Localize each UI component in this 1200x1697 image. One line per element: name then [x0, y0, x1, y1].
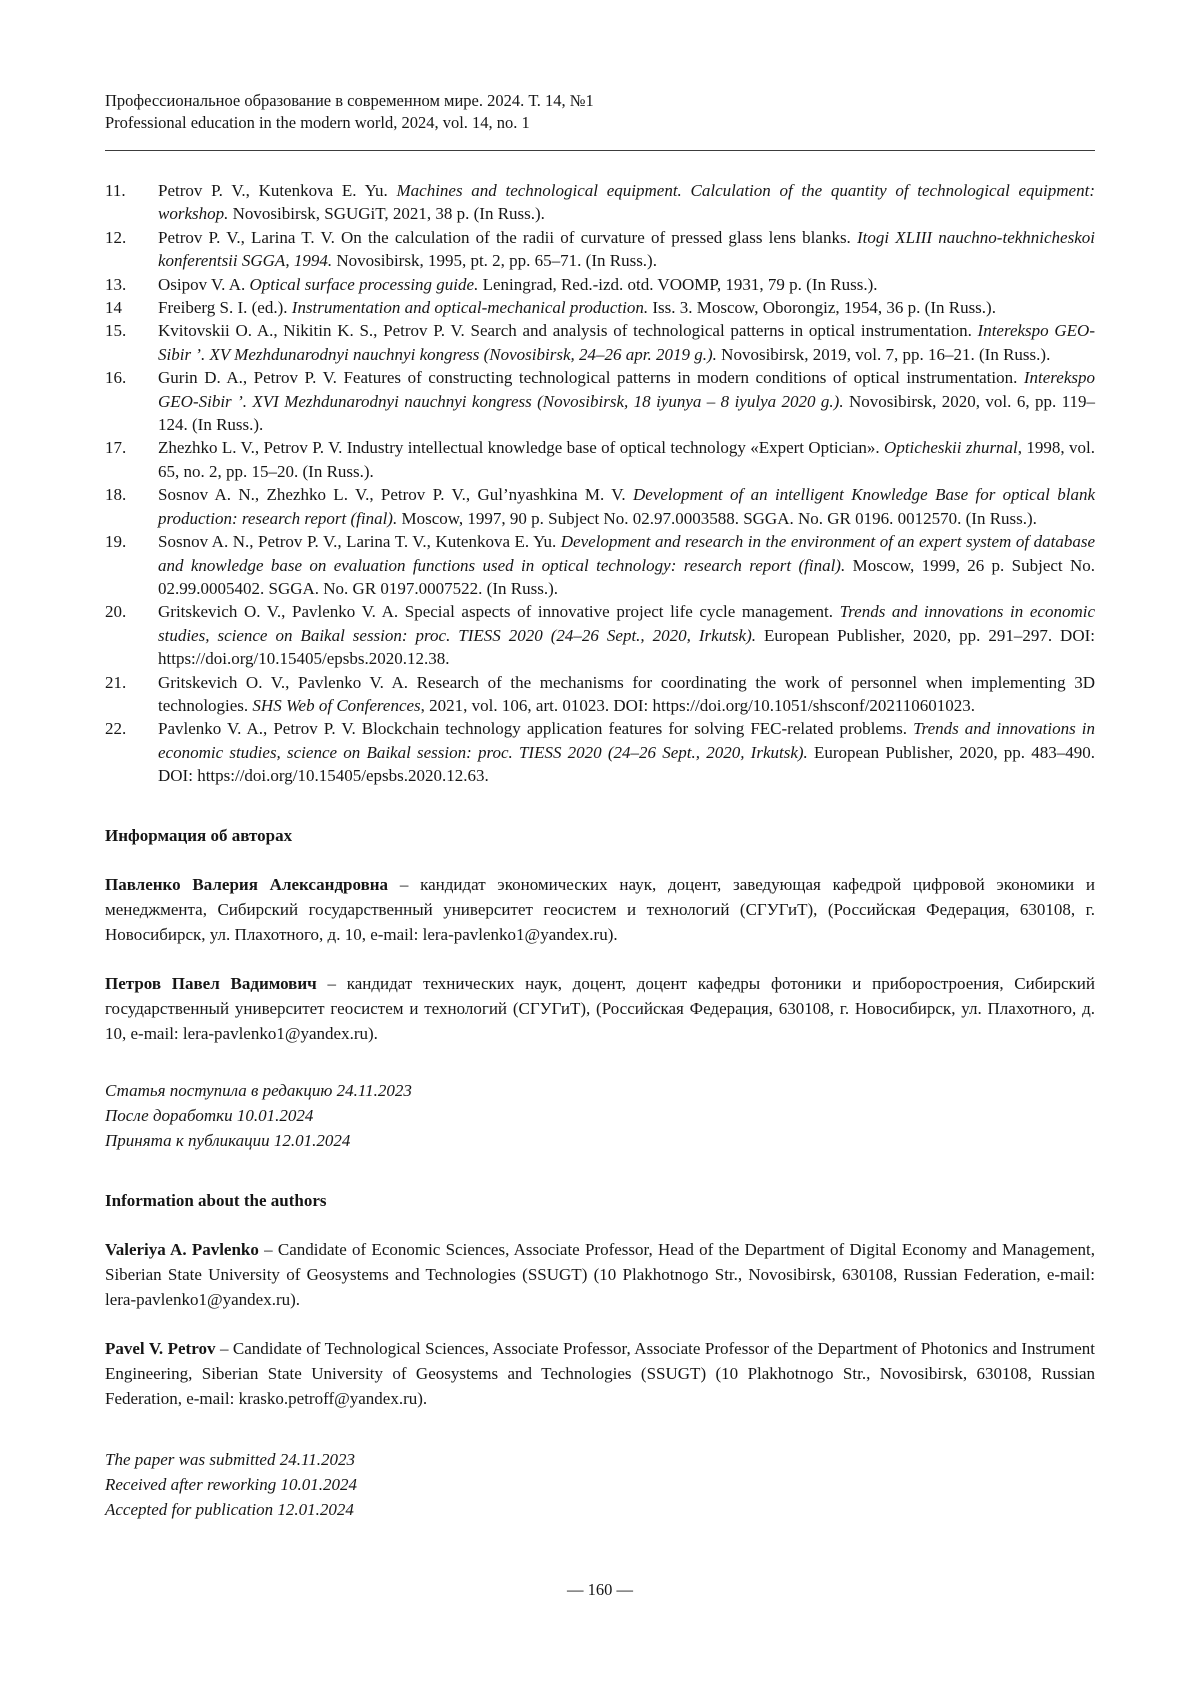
reference-text: Kvitovskii O. A., Nikitin K. S., Petrov P. V. Search and analysis of technological patterns in optical instrumentation. Interekspo GEO-Sibir ’. XV Mezhdunarodnyi nauchnyi kongress (Novosibirsk, 24–26 apr. 2019 g.). Novosibirsk, 2019, vol. 7, pp. 16–21. (In Russ.). — [158, 321, 1095, 364]
author-ru-pavlenko: Павленко Валерия Александровна – кандидат экономических наук, доцент, заведующая кафедрой цифровой экономики и менеджмента, Сибирский государственный университет геосистем и технологий (СГУГиТ), (Российская Федерация, 630108, г. Новосибирск, ул. Плахотного, д. 10, e-mail: lera-pavlenko1@yandex.ru). — [105, 874, 1095, 944]
date-en-accepted: Accepted for publication 12.01.2024 — [105, 1499, 354, 1519]
references-list — [105, 179, 1095, 788]
reference-text: Osipov V. A. Optical surface processing guide. Leningrad, Red.-izd. otd. VOOMP, 1931, 79 p. (In Russ.). — [158, 274, 878, 294]
journal-header — [105, 90, 1095, 134]
author-en-petrov: Pavel V. Petrov – Candidate of Technological Sciences, Associate Professor, Associate Professor of the Department of Photonics and Instrument Engineering, Siberian State University of Geosystems and Technologies (SSUGT) (10 Plakhotnogo Str., Novosibirsk, 630108, Russian Federation, e-mail: krasko.petroff@yandex.ru). — [105, 1338, 1096, 1408]
reference-number: 19. — [105, 532, 127, 552]
reference-text: Gritskevich O. V., Pavlenko V. A. Research of the mechanisms for coordinating the work of personnel when implementing 3D technologies. SHS Web of Conferences, 2021, vol. 106, art. 01023. DOI: https://doi.org/10.1051/shsconf/202110601023. — [158, 672, 1095, 715]
authors-ru-heading: Информация об авторах — [105, 825, 293, 845]
reference-text: Zhezhko L. V., Petrov P. V. Industry intellectual knowledge base of optical technology «Expert Optician». Opticheskii zhurnal, 1998, vol. 65, no. 2, pp. 15–20. (In Russ.). — [158, 438, 1095, 481]
reference-text: Petrov P. V., Larina T. V. On the calculation of the radii of curvature of pressed glass lens blanks. Itogi XLIII nauchno-tekhnicheskoi konferentsii SGGA, 1994. Novosibirsk, 1995, pt. 2, pp. 65–71. (In Russ.). — [158, 227, 1095, 271]
reference-number: 17. — [105, 438, 127, 458]
reference-item — [105, 436, 1095, 483]
reference-number: 11. — [105, 181, 126, 200]
reference-number: 15. — [105, 321, 127, 341]
reference-number: 18. — [105, 485, 127, 505]
date-ru-reworked: После доработки 10.01.2024 — [105, 1105, 314, 1125]
reference-item — [105, 226, 1095, 273]
date-en-submitted: The paper was submitted 24.11.2023 — [105, 1449, 355, 1469]
reference-item — [105, 273, 1095, 296]
reference-item — [105, 179, 1095, 226]
author-en-pavlenko: Valeriya A. Pavlenko – Candidate of Economic Sciences, Associate Professor, Head of the Department of Digital Economy and Management, Siberian State University of Geosystems and Technologies (SSUGT) (10 Plakhotnogo Str., Novosibirsk, 630108, Russian Federation, e-mail: lera-pavlenko1@yandex.ru). — [105, 1239, 1095, 1309]
reference-item — [105, 717, 1095, 787]
reference-number: 20. — [105, 602, 127, 622]
reference-text: Gritskevich O. V., Pavlenko V. A. Special aspects of innovative project life cycle management. Trends and innovations in economic studies, science on Baikal session: proc. TIESS 2020 (24–26 Sept., 2020, Irkutsk). European Publisher, 2020, pp. 291–297. DOI: https://doi.org/10.15405/epsbs.2020.12.38. — [158, 602, 1095, 669]
reference-number: 13. — [105, 274, 127, 294]
journal-title-en: Professional education in the modern world, 2024, vol. 14, no. 1 — [105, 113, 530, 132]
reference-text: Sosnov A. N., Petrov P. V., Larina T. V., Kutenkova E. Yu. Development and research in the environment of an expert system of database and knowledge base on evaluation functions used in optical technology: research report (final). Moscow, 1999, 26 p. Subject No. 02.99.0005402. SGGA. No. GR 0197.0007522. (In Russ.). — [158, 532, 1095, 598]
reference-text: Freiberg S. I. (ed.). Instrumentation and optical-mechanical production. Iss. 3. Moscow, Oborongiz, 1954, 36 p. (In Russ.). — [158, 298, 996, 318]
reference-text: Pavlenko V. A., Petrov P. V. Blockchain technology application features for solving FEC-related problems. Trends and innovations in economic studies, science on Baikal session: proc. TIESS 2020 (24–26 Sept., 2020, Irkutsk). European Publisher, 2020, pp. 483–490. DOI: https://doi.org/10.15405/epsbs.2020.12.63. — [158, 719, 1095, 786]
authors-en-heading: Information about the authors — [105, 1190, 327, 1210]
dates-en — [105, 1447, 1095, 1522]
date-en-reworked: Received after reworking 10.01.2024 — [105, 1474, 357, 1494]
reference-item — [105, 600, 1095, 670]
reference-number: 16. — [105, 368, 127, 388]
reference-item — [105, 296, 1095, 319]
reference-item — [105, 366, 1095, 436]
reference-text: Sosnov A. N., Zhezhko L. V., Petrov P. V., Gul’nyashkina M. V. Development of an intelligent Knowledge Base for optical blank production: research report (final). Moscow, 1997, 90 p. Subject No. 02.97.0003588. SGGA. No. GR 0196. 0012570. (In Russ.). — [158, 485, 1095, 528]
author-ru-petrov: Петров Павел Вадимович – кандидат технических наук, доцент, доцент кафедры фотоники и приборостроения, Сибирский государственный университет геосистем и технологий (СГУГиТ), (Российская Федерация, 630108, г. Новосибирск, ул. Плахотного, д. 10, e-mail: lera-pavlenko1@yandex.ru). — [105, 973, 1095, 1043]
page-number: — 160 — — [567, 1579, 633, 1599]
reference-item — [105, 671, 1095, 718]
reference-number: 21. — [105, 672, 127, 692]
dates-ru — [105, 1078, 1095, 1153]
reference-number: 12. — [105, 227, 127, 247]
date-ru-submitted: Статья поступила в редакцию 24.11.2023 — [105, 1080, 412, 1100]
reference-text: Petrov P. V., Kutenkova E. Yu. Machines and technological equipment. Calculation of the quantity of technological equipment: workshop. Novosibirsk, SGUGiT, 2021, 38 p. (In Russ.). — [158, 181, 1095, 224]
reference-number: 22. — [105, 719, 127, 739]
reference-item — [105, 319, 1095, 366]
header-divider — [105, 150, 1095, 151]
reference-item — [105, 530, 1095, 600]
reference-item — [105, 483, 1095, 530]
date-ru-accepted: Принята к публикации 12.01.2024 — [105, 1130, 351, 1150]
journal-title-ru: Профессиональное образование в современном мире. 2024. Т. 14, №1 — [105, 91, 594, 110]
reference-text: Gurin D. A., Petrov P. V. Features of constructing technological patterns in modern conditions of optical instrumentation. Interekspo GEO-Sibir ’. XVI Mezhdunarodnyi nauchnyi kongress (Novosibirsk, 18 iyunya – 8 iyulya 2020 g.). Novosibirsk, 2020, vol. 6, pp. 119–124. (In Russ.). — [158, 368, 1095, 435]
reference-number: 14 — [105, 298, 122, 318]
